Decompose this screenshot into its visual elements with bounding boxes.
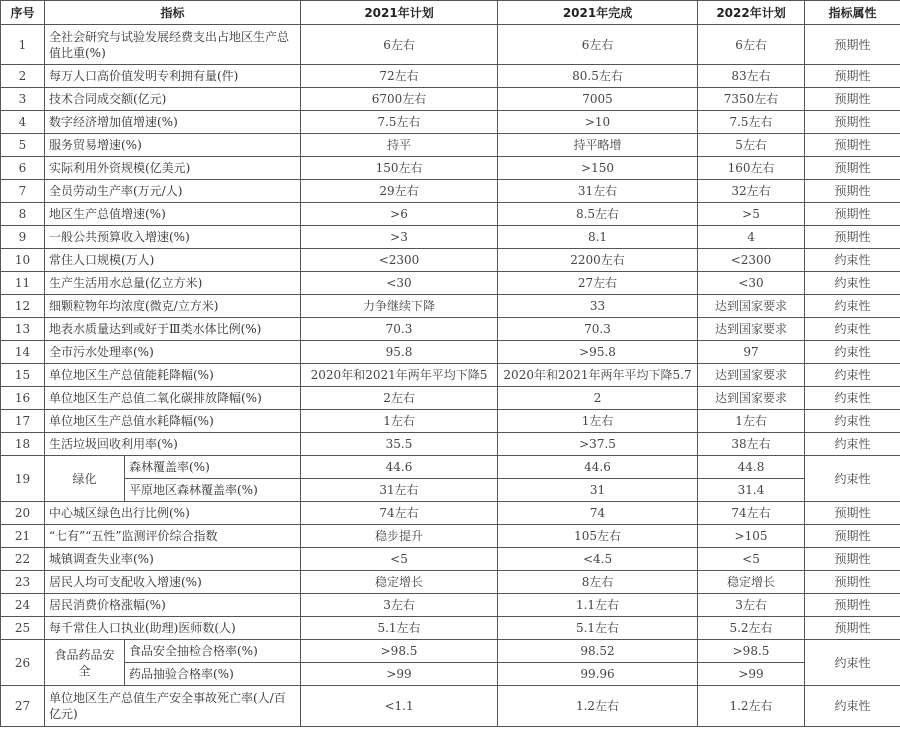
row-number: 3 <box>1 88 45 111</box>
done-2021-value: 8.1 <box>498 226 698 249</box>
row-number: 2 <box>1 65 45 88</box>
indicator-attribute: 约束性 <box>805 249 900 272</box>
indicator-attribute: 预期性 <box>805 617 900 640</box>
row-number: 25 <box>1 617 45 640</box>
done-2021-value: >37.5 <box>498 433 698 456</box>
done-2021-value: 44.6 <box>498 456 698 479</box>
done-2021-value: 2 <box>498 387 698 410</box>
sub-indicator-name: 药品抽验合格率(%) <box>125 663 301 686</box>
done-2021-value: 8左右 <box>498 571 698 594</box>
done-2021-value: 74 <box>498 502 698 525</box>
row-number: 13 <box>1 318 45 341</box>
plan-2022-value: 6左右 <box>698 25 805 65</box>
indicator-attribute: 预期性 <box>805 226 900 249</box>
plan-2022-value: 83左右 <box>698 65 805 88</box>
done-2021-value: 2020年和2021年两年平均下降5.7 <box>498 364 698 387</box>
indicator-attribute: 约束性 <box>805 387 900 410</box>
plan-2021-value: 6左右 <box>301 25 498 65</box>
indicator-name: 单位地区生产总值二氧化碳排放降幅(%) <box>45 387 301 410</box>
plan-2022-value: >98.5 <box>698 640 805 663</box>
done-2021-value: 1.2左右 <box>498 686 698 727</box>
indicator-name: 常住人口规模(万人) <box>45 249 301 272</box>
plan-2021-value: 72左右 <box>301 65 498 88</box>
indicator-name: 全社会研究与试验发展经费支出占地区生产总值比重(%) <box>45 25 301 65</box>
table-row <box>1 364 900 387</box>
done-2021-value: 2200左右 <box>498 249 698 272</box>
indicator-attribute: 预期性 <box>805 502 900 525</box>
plan-2021-value: 1左右 <box>301 410 498 433</box>
indicator-name: 单位地区生产总值能耗降幅(%) <box>45 364 301 387</box>
row-number: 14 <box>1 341 45 364</box>
plan-2022-value: 7350左右 <box>698 88 805 111</box>
indicator-name: 技术合同成交额(亿元) <box>45 88 301 111</box>
plan-2021-value: 44.6 <box>301 456 498 479</box>
row-number: 11 <box>1 272 45 295</box>
row-number: 8 <box>1 203 45 226</box>
indicator-attribute: 约束性 <box>805 364 900 387</box>
done-2021-value: >95.8 <box>498 341 698 364</box>
indicator-attribute: 预期性 <box>805 111 900 134</box>
done-2021-value: >10 <box>498 111 698 134</box>
row-number: 6 <box>1 157 45 180</box>
indicator-name: 每万人口高价值发明专利拥有量(件) <box>45 65 301 88</box>
table-row <box>1 249 900 272</box>
row-number: 19 <box>1 456 45 502</box>
indicator-name: 数字经济增加值增速(%) <box>45 111 301 134</box>
plan-2022-value: 74左右 <box>698 502 805 525</box>
row-number: 10 <box>1 249 45 272</box>
plan-2022-value: 31.4 <box>698 479 805 502</box>
table-row <box>1 157 900 180</box>
row-number: 23 <box>1 571 45 594</box>
done-2021-value: 33 <box>498 295 698 318</box>
done-2021-value: 持平略增 <box>498 134 698 157</box>
plan-2021-value: >3 <box>301 226 498 249</box>
plan-2022-value: >99 <box>698 663 805 686</box>
plan-2021-value: <30 <box>301 272 498 295</box>
table-row <box>1 433 900 456</box>
plan-2021-value: <1.1 <box>301 686 498 727</box>
plan-2021-value: 稳定增长 <box>301 571 498 594</box>
indicator-name: 中心城区绿色出行比例(%) <box>45 502 301 525</box>
done-2021-value: 98.52 <box>498 640 698 663</box>
sub-indicator-name: 平原地区森林覆盖率(%) <box>125 479 301 502</box>
plan-2022-value: 38左右 <box>698 433 805 456</box>
table-row <box>1 502 900 525</box>
table-row <box>1 134 900 157</box>
indicator-attribute: 约束性 <box>805 433 900 456</box>
done-2021-value: 8.5左右 <box>498 203 698 226</box>
table-row <box>1 295 900 318</box>
indicator-name: 全员劳动生产率(万元/人) <box>45 180 301 203</box>
indicator-attribute: 约束性 <box>805 272 900 295</box>
plan-2021-value: 力争继续下降 <box>301 295 498 318</box>
plan-2022-value: <2300 <box>698 249 805 272</box>
indicator-name: 单位地区生产总值水耗降幅(%) <box>45 410 301 433</box>
table-row <box>1 203 900 226</box>
plan-2021-value: 70.3 <box>301 318 498 341</box>
plan-2022-value: <5 <box>698 548 805 571</box>
table-row <box>1 88 900 111</box>
table-row <box>1 594 900 617</box>
plan-2022-value: 稳定增长 <box>698 571 805 594</box>
plan-2021-value: 74左右 <box>301 502 498 525</box>
plan-2021-value: 31左右 <box>301 479 498 502</box>
row-number: 27 <box>1 686 45 727</box>
plan-2021-value: 150左右 <box>301 157 498 180</box>
indicator-name: 城镇调查失业率(%) <box>45 548 301 571</box>
table-row <box>1 111 900 134</box>
indicator-name: 一般公共预算收入增速(%) <box>45 226 301 249</box>
indicator-attribute: 约束性 <box>805 640 900 686</box>
table-row <box>1 387 900 410</box>
plan-2022-value: 达到国家要求 <box>698 318 805 341</box>
plan-2021-value: 6700左右 <box>301 88 498 111</box>
plan-2021-value: >98.5 <box>301 640 498 663</box>
plan-2021-value: 稳步提升 <box>301 525 498 548</box>
table-row <box>1 686 900 727</box>
table-row <box>1 663 900 686</box>
row-number: 1 <box>1 25 45 65</box>
indicator-attribute: 预期性 <box>805 571 900 594</box>
indicator-attribute: 约束性 <box>805 341 900 364</box>
sub-indicator-name: 森林覆盖率(%) <box>125 456 301 479</box>
plan-2022-value: 5.2左右 <box>698 617 805 640</box>
plan-2021-value: >6 <box>301 203 498 226</box>
plan-2022-value: 1左右 <box>698 410 805 433</box>
plan-2022-value: 160左右 <box>698 157 805 180</box>
indicator-name: 细颗粒物年均浓度(微克/立方米) <box>45 295 301 318</box>
done-2021-value: 105左右 <box>498 525 698 548</box>
indicator-attribute: 预期性 <box>805 594 900 617</box>
indicator-name: 单位地区生产总值生产安全事故死亡率(人/百亿元) <box>45 686 301 727</box>
table-row <box>1 456 900 479</box>
indicator-attribute: 约束性 <box>805 318 900 341</box>
table-row <box>1 341 900 364</box>
table-row <box>1 272 900 295</box>
table-row <box>1 525 900 548</box>
table-row <box>1 318 900 341</box>
table-row <box>1 226 900 249</box>
plan-2021-value: <2300 <box>301 249 498 272</box>
plan-2021-value: 35.5 <box>301 433 498 456</box>
done-2021-value: 27左右 <box>498 272 698 295</box>
plan-2022-value: 32左右 <box>698 180 805 203</box>
indicator-name: 服务贸易增速(%) <box>45 134 301 157</box>
plan-2021-value: 95.8 <box>301 341 498 364</box>
plan-2021-value: <5 <box>301 548 498 571</box>
row-number: 22 <box>1 548 45 571</box>
plan-2022-value: 达到国家要求 <box>698 387 805 410</box>
indicator-attribute: 约束性 <box>805 686 900 727</box>
plan-2022-value: >105 <box>698 525 805 548</box>
table-row <box>1 65 900 88</box>
row-number: 5 <box>1 134 45 157</box>
plan-2021-value: 5.1左右 <box>301 617 498 640</box>
indicator-name: 生活垃圾回收利用率(%) <box>45 433 301 456</box>
header-plan-2021: 2021年计划 <box>301 1 498 25</box>
plan-2022-value: 4 <box>698 226 805 249</box>
done-2021-value: 70.3 <box>498 318 698 341</box>
indicator-attribute: 预期性 <box>805 203 900 226</box>
plan-2022-value: 44.8 <box>698 456 805 479</box>
plan-2022-value: <30 <box>698 272 805 295</box>
done-2021-value: 5.1左右 <box>498 617 698 640</box>
plan-2022-value: 3左右 <box>698 594 805 617</box>
header-row <box>1 1 900 25</box>
indicator-name: “七有”“五性”监测评价综合指数 <box>45 525 301 548</box>
plan-2021-value: 持平 <box>301 134 498 157</box>
indicator-attribute: 预期性 <box>805 88 900 111</box>
row-number: 12 <box>1 295 45 318</box>
header-plan-2022: 2022年计划 <box>698 1 805 25</box>
plan-2022-value: 97 <box>698 341 805 364</box>
row-number: 24 <box>1 594 45 617</box>
plan-2021-value: 3左右 <box>301 594 498 617</box>
plan-2021-value: 2020年和2021年两年平均下降5 <box>301 364 498 387</box>
plan-2022-value: 7.5左右 <box>698 111 805 134</box>
indicator-name: 全市污水处理率(%) <box>45 341 301 364</box>
row-number: 21 <box>1 525 45 548</box>
header-no: 序号 <box>1 1 45 25</box>
indicator-group: 食品药品安全 <box>45 640 125 686</box>
indicator-attribute: 预期性 <box>805 25 900 65</box>
header-done-2021: 2021年完成 <box>498 1 698 25</box>
indicator-attribute: 预期性 <box>805 65 900 88</box>
indicator-attribute: 预期性 <box>805 180 900 203</box>
plan-2022-value: >5 <box>698 203 805 226</box>
done-2021-value: 31左右 <box>498 180 698 203</box>
table-row <box>1 640 900 663</box>
done-2021-value: 80.5左右 <box>498 65 698 88</box>
row-number: 7 <box>1 180 45 203</box>
row-number: 4 <box>1 111 45 134</box>
plan-2022-value: 5左右 <box>698 134 805 157</box>
plan-2022-value: 1.2左右 <box>698 686 805 727</box>
done-2021-value: >150 <box>498 157 698 180</box>
row-number: 20 <box>1 502 45 525</box>
done-2021-value: 31 <box>498 479 698 502</box>
indicator-name: 每千常住人口执业(助理)医师数(人) <box>45 617 301 640</box>
done-2021-value: 1.1左右 <box>498 594 698 617</box>
table-row <box>1 617 900 640</box>
indicator-attribute: 预期性 <box>805 134 900 157</box>
indicator-name: 居民消费价格涨幅(%) <box>45 594 301 617</box>
indicator-name: 实际利用外资规模(亿美元) <box>45 157 301 180</box>
done-2021-value: 7005 <box>498 88 698 111</box>
header-indicator: 指标 <box>45 1 301 25</box>
plan-2021-value: 2左右 <box>301 387 498 410</box>
table-row <box>1 25 900 65</box>
table-row <box>1 548 900 571</box>
indicator-name: 生产生活用水总量(亿立方米) <box>45 272 301 295</box>
indicator-group: 绿化 <box>45 456 125 502</box>
table-row <box>1 571 900 594</box>
indicator-name: 地区生产总值增速(%) <box>45 203 301 226</box>
plan-2021-value: 29左右 <box>301 180 498 203</box>
sub-indicator-name: 食品安全抽检合格率(%) <box>125 640 301 663</box>
table-row <box>1 410 900 433</box>
row-number: 26 <box>1 640 45 686</box>
indicator-attribute: 预期性 <box>805 157 900 180</box>
indicator-name: 地表水质量达到或好于Ⅲ类水体比例(%) <box>45 318 301 341</box>
row-number: 18 <box>1 433 45 456</box>
indicator-attribute: 约束性 <box>805 295 900 318</box>
table-row <box>1 479 900 502</box>
indicator-attribute: 约束性 <box>805 456 900 502</box>
row-number: 15 <box>1 364 45 387</box>
row-number: 9 <box>1 226 45 249</box>
row-number: 17 <box>1 410 45 433</box>
indicator-attribute: 预期性 <box>805 548 900 571</box>
plan-2021-value: >99 <box>301 663 498 686</box>
indicator-attribute: 约束性 <box>805 410 900 433</box>
plan-2021-value: 7.5左右 <box>301 111 498 134</box>
row-number: 16 <box>1 387 45 410</box>
table-body <box>1 25 900 727</box>
indicator-name: 居民人均可支配收入增速(%) <box>45 571 301 594</box>
plan-2022-value: 达到国家要求 <box>698 295 805 318</box>
done-2021-value: 99.96 <box>498 663 698 686</box>
table-row <box>1 180 900 203</box>
plan-2022-value: 达到国家要求 <box>698 364 805 387</box>
indicator-attribute: 预期性 <box>805 525 900 548</box>
done-2021-value: 1左右 <box>498 410 698 433</box>
done-2021-value: <4.5 <box>498 548 698 571</box>
done-2021-value: 6左右 <box>498 25 698 65</box>
header-attr: 指标属性 <box>805 1 900 25</box>
